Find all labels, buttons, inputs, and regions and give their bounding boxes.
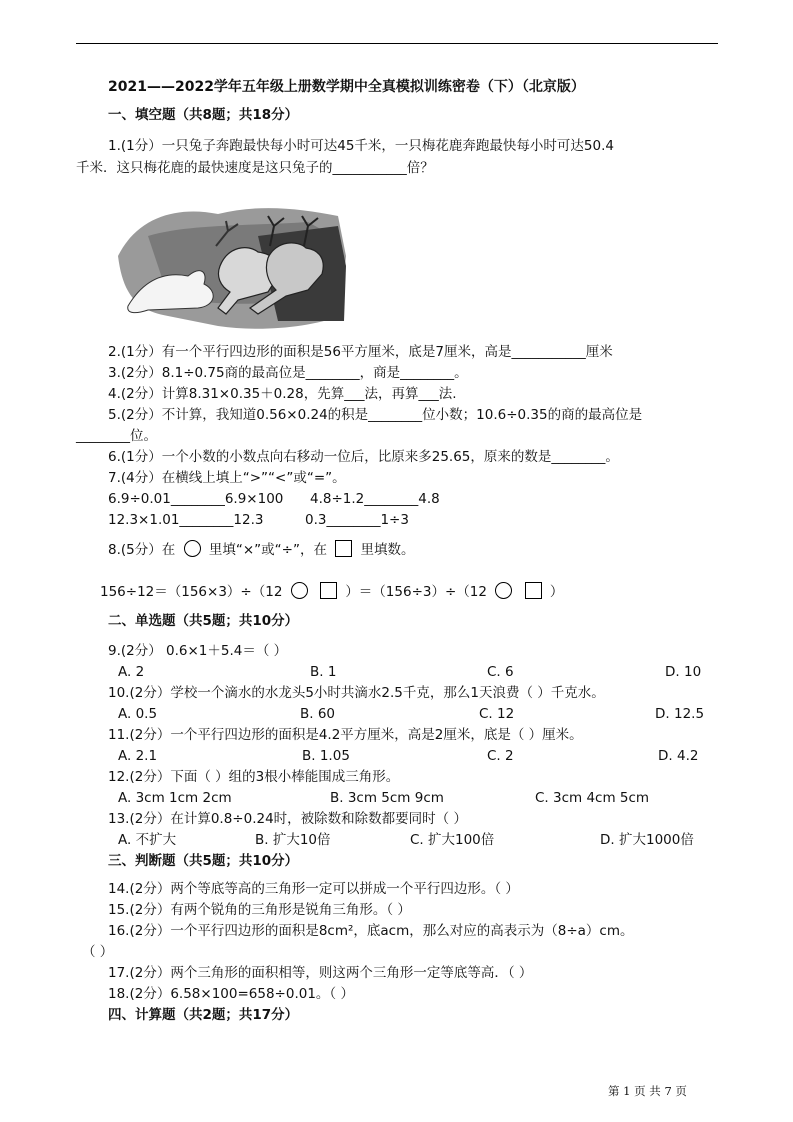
q7-stem: 7.(4分）在横线上填上“>”“<”或“=”。 [108,470,346,486]
q10-stem: 10.(2分）学校一个滴水的水龙头5小时共滴水2.5千克，那么1天浪费（ ）千克水。 [108,685,605,701]
q10-option-b: B. 60 [300,706,336,722]
deer-rabbit-illustration [108,196,351,335]
q8-eq-part3: ） [549,584,564,600]
section-single-choice: 二、单选题（共5题；共10分） [108,613,299,629]
q16-line1: 16.(2分）一个平行四边形的面积是8cm²，底acm，那么对应的高表示为（8÷a）cm。 [108,923,634,939]
header-rule [76,43,718,44]
number-box-2[interactable] [525,582,542,599]
q10-option-d: D. 12.5 [655,706,705,722]
q10-option-c: C. 12 [479,706,515,722]
q13-option-d: D. 扩大1000倍 [600,832,694,848]
q6: 6.(1分）一个小数的小数点向右移动一位后，比原来多25.65，原来的数是________。 [108,449,619,465]
q8-part1: 8.(5分）在 [108,542,176,558]
q18: 18.(2分）6.58×100=658÷0.01。（ ） [108,986,354,1002]
q8-equation [100,582,563,601]
q13-option-c: C. 扩大100倍 [410,832,495,848]
section-fill-blank: 一、填空题（共8题；共18分） [108,107,299,123]
q9-option-c: C. 6 [487,664,514,680]
q4: 4.(2分）计算8.31×0.35＋0.28，先算___法，再算___法. [108,386,457,402]
q11-option-c: C. 2 [487,748,514,764]
q5-line1: 5.(2分）不计算，我知道0.56×0.24的积是________位小数；10.6÷0.35的商的最高位是 [108,407,643,423]
q12-option-b: B. 3cm 5cm 9cm [330,790,444,806]
q12-option-a: A. 3cm 1cm 2cm [118,790,232,806]
q7-b: 4.8÷1.2________4.8 [310,491,440,507]
q12-option-c: C. 3cm 4cm 5cm [535,790,650,806]
q11-option-d: D. 4.2 [658,748,699,764]
q13-option-a: A. 不扩大 [118,832,177,848]
section-true-false: 三、判断题（共5题；共10分） [108,853,299,869]
q3: 3.(2分）8.1÷0.75商的最高位是________，商是________。 [108,365,468,381]
q13-option-b: B. 扩大10倍 [255,832,331,848]
q11-option-a: A. 2.1 [118,748,158,764]
q7-a: 6.9÷0.01________6.9×100 [108,491,284,507]
q7-c: 12.3×1.01________12.3 [108,512,264,528]
q10-option-a: A. 0.5 [118,706,158,722]
q8-part2: 里填“×”或“÷”，在 [208,542,327,558]
q2: 2.(1分）有一个平行四边形的面积是56平方厘米，底是7厘米，高是___________厘米 [108,344,613,360]
q5-line2: ________位。 [76,428,157,444]
operator-circle-2[interactable] [495,582,512,599]
q13-stem: 13.(2分）在计算0.8÷0.24时，被除数和除数都要同时（ ） [108,811,467,827]
number-box-1[interactable] [320,582,337,599]
q15: 15.(2分）有两个锐角的三角形是锐角三角形。（ ） [108,902,411,918]
square-symbol [335,540,352,557]
circle-symbol [184,540,201,557]
q8-stem [108,540,415,559]
q14: 14.(2分）两个等底等高的三角形一定可以拼成一个平行四边形。（ ） [108,881,519,897]
q9-option-a: A. 2 [118,664,145,680]
q9-stem: 9.(2分） 0.6×1＋5.4＝（ ） [108,643,288,659]
q11-option-b: B. 1.05 [302,748,350,764]
q16-line2: （ ） [82,944,114,960]
section-calculation: 四、计算题（共2题；共17分） [108,1007,299,1023]
operator-circle-1[interactable] [291,582,308,599]
q8-part3: 里填数。 [360,542,415,558]
q8-eq-part1: 156÷12＝（156×3）÷（12 [100,584,283,600]
q1-line2: 千米．这只梅花鹿的最快速度是这只兔子的___________倍？ [76,160,434,176]
q11-stem: 11.(2分）一个平行四边形的面积是4.2平方厘米，高是2厘米，底是（ ）厘米。 [108,727,583,743]
page-footer: 第 1 页 共 7 页 [608,1084,687,1098]
q1-line1: 1.(1分）一只兔子奔跑最快每小时可达45千米，一只梅花鹿奔跑最快每小时可达50.4 [108,138,614,154]
q12-stem: 12.(2分）下面（ ）组的3根小棒能围成三角形。 [108,769,400,785]
q7-d: 0.3________1÷3 [305,512,409,528]
page-title: 2021——2022学年五年级上册数学期中全真模拟训练密卷（下）（北京版） [108,79,585,95]
q8-eq-part2: ）＝（156÷3）÷（12 [345,584,487,600]
q9-option-d: D. 10 [665,664,702,680]
q9-option-b: B. 1 [310,664,337,680]
q17: 17.(2分）两个三角形的面积相等，则这两个三角形一定等底等高．（ ） [108,965,533,981]
